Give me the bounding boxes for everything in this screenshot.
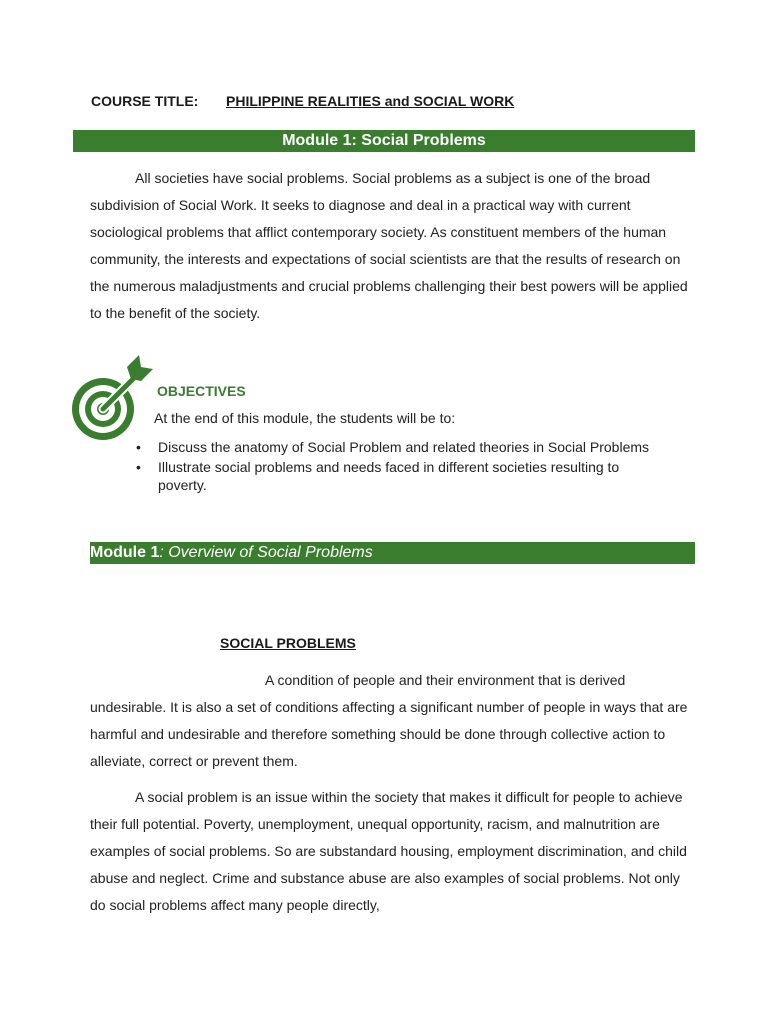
objectives-heading: OBJECTIVES	[157, 383, 246, 399]
course-title-line	[91, 93, 514, 109]
overview-banner-italic: : Overview of Social Problems	[159, 544, 373, 561]
objective-text: Illustrate social problems and needs faced in different societies resulting to poverty.	[158, 459, 620, 493]
overview-banner-bold: Module 1	[90, 544, 160, 561]
definition-paragraph	[90, 667, 690, 775]
intro-paragraph: All societies have social problems. Social problems as a subject is one of the broad subdivision of Social Work. It seeks to diagnose and deal in a practical way with current sociological problems that afflict contemporary society. As constituent members of the human community, the interests and expectations of social scientists are that the results of research on the numerous maladjustments and crucial problems challenging their best powers will be applied to the benefit of the society.	[90, 170, 688, 321]
objectives-list	[136, 438, 666, 496]
target-arrow-icon	[69, 353, 159, 445]
objective-text: Discuss the anatomy of Social Problem and related theories in Social Problems	[158, 439, 650, 455]
course-title-value: PHILIPPINE REALITIES and SOCIAL WORK	[226, 93, 515, 109]
course-title-label: COURSE TITLE:	[91, 93, 199, 109]
bullet-glyph: •	[136, 439, 141, 455]
overview-banner	[90, 542, 695, 564]
bullet-glyph: •	[136, 459, 141, 475]
module-banner: Module 1: Social Problems	[73, 130, 695, 152]
definition-text: A condition of people and their environment that is derived undesirable. It is also a set of conditions affecting a significant number of people in ways that are harmful and undesirable and therefore something should be done through collective action to alleviate, correct or prevent them.	[90, 672, 688, 769]
objective-item	[136, 458, 666, 494]
objectives-intro: At the end of this module, the students will be to:	[154, 410, 456, 426]
social-problem-paragraph: A social problem is an issue within the society that makes it difficult for people to achieve their full potential. Poverty, unemployment, unequal opportunity, racism, and malnutrition are examples of social problems. So are substandard housing, employment discrimination, and child abuse and neglect. Crime and substance abuse are also examples of social problems. Not only do social problems affect many people directly,	[90, 789, 687, 913]
social-problems-heading: SOCIAL PROBLEMS	[220, 635, 356, 651]
objective-item	[136, 438, 666, 456]
